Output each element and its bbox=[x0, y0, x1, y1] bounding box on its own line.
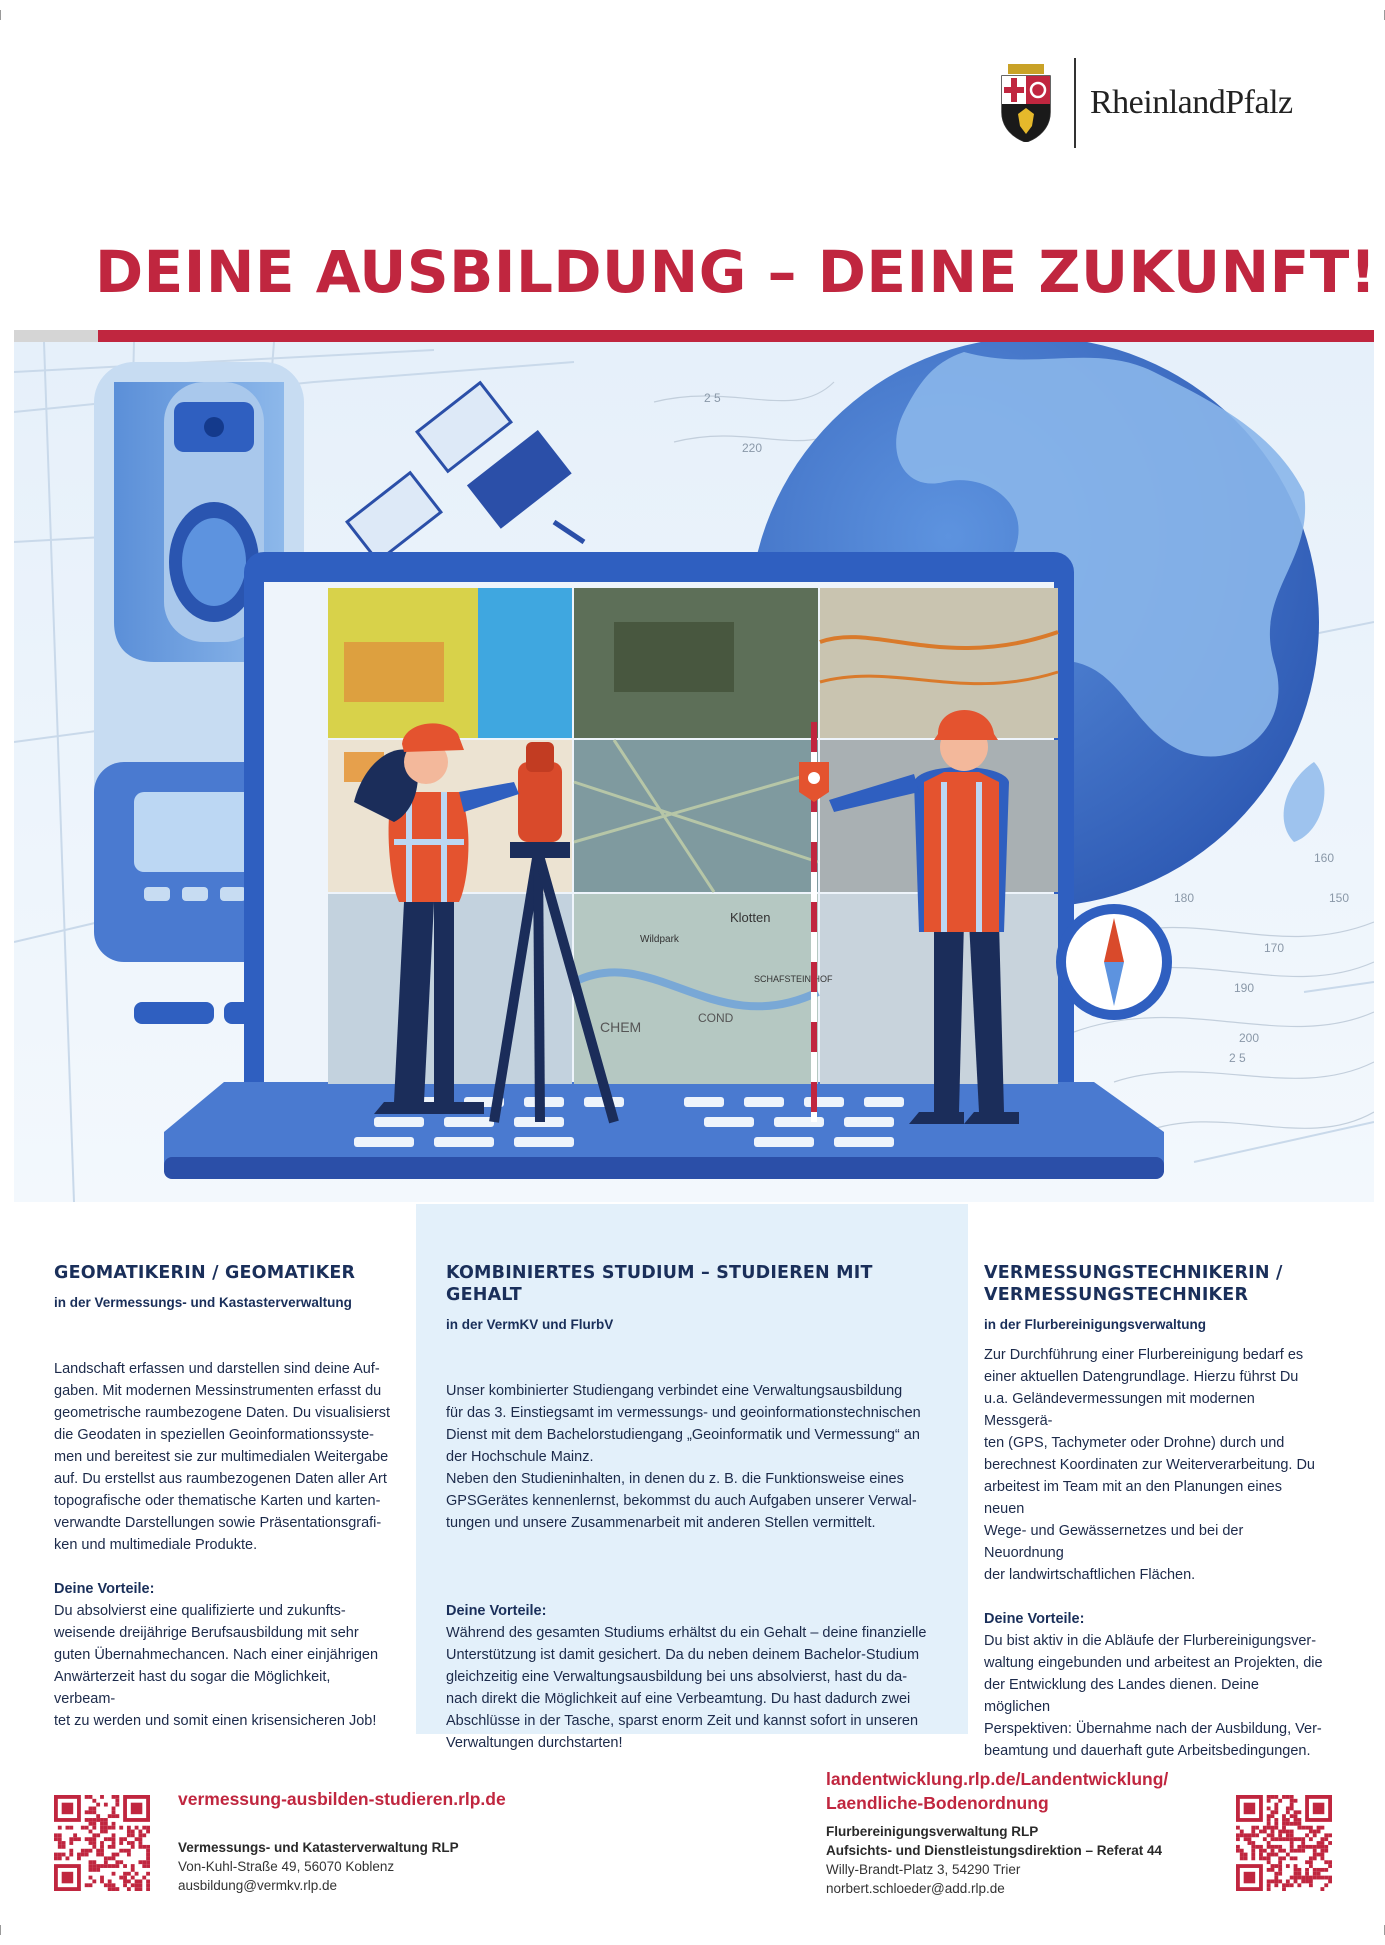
url-right-line1: landentwicklung.rlp.de/Landentwicklung/ bbox=[826, 1769, 1169, 1789]
col1-line: die Geodaten in speziellen Geoinformationssyste- bbox=[54, 1427, 374, 1443]
street-left: Von-Kuhl-Straße 49, 56070 Koblenz bbox=[178, 1859, 395, 1874]
col2-line: GPSGerätes kennenlernst, bekommst du auch Aufgaben unserer Verwal- bbox=[446, 1493, 917, 1509]
column-geomatiker bbox=[54, 1262, 394, 1732]
address-right bbox=[826, 1822, 1162, 1898]
col3-line: einer aktuellen Datengrundlage. Hierzu führst Du bbox=[984, 1369, 1299, 1385]
map-label-klotten: Klotten bbox=[730, 910, 771, 925]
col2-line: für das 3. Einstiegsamt im vermessungs- und geoinformationstechnischen bbox=[446, 1405, 921, 1421]
page-title: DEINE AUSBILDUNG – DEINE ZUKUNFT! bbox=[95, 238, 1377, 306]
logo-wordmark: RheinlandPfalz bbox=[1090, 84, 1293, 121]
email-right[interactable]: norbert.schloeder@add.rlp.de bbox=[826, 1881, 1005, 1896]
qr-code-right[interactable] bbox=[1236, 1795, 1332, 1891]
column-vermessungstechniker bbox=[984, 1262, 1324, 1762]
col1-line: auf. Du erstellst aus raumbezogenen Daten aller Art bbox=[54, 1471, 387, 1487]
col1-line: verwandte Darstellungen sowie Präsentationsgrafi- bbox=[54, 1515, 382, 1531]
link-vermessung-url[interactable]: vermessung-ausbilden-studieren.rlp.de bbox=[178, 1789, 506, 1809]
col1-line: ken und multimediale Produkte. bbox=[54, 1537, 258, 1553]
col1-line: gaben. Mit modernen Messinstrumenten erfasst du bbox=[54, 1383, 382, 1399]
col3-subtitle: in der Flurbereinigungsverwaltung bbox=[984, 1317, 1207, 1332]
col2-benefit-line: nach direkt die Möglichkeit auf eine Verbeamtung. Du hast dadurch zwei bbox=[446, 1691, 911, 1707]
col3-line: Zur Durchführung einer Flurbereinigung bedarf es bbox=[984, 1347, 1304, 1363]
col2-line: Neben den Studieninhalten, in denen du z. B. die Funktionsweise eines bbox=[446, 1471, 904, 1487]
col3-benefits-title: Deine Vorteile: bbox=[984, 1611, 1085, 1627]
rlp-logo bbox=[1000, 58, 1293, 148]
col3-title-line2: VERMESSUNGSTECHNIKER bbox=[984, 1285, 1249, 1305]
contour-label: 2 5 bbox=[1229, 1051, 1246, 1065]
contour-label: 2 5 bbox=[704, 391, 721, 405]
address-left bbox=[178, 1838, 459, 1895]
col1-benefit-line: tet zu werden und somit einen krisensicheren Job! bbox=[54, 1713, 377, 1729]
col1-line: Landschaft erfassen und darstellen sind deine Auf- bbox=[54, 1361, 380, 1377]
title-rule-grey bbox=[14, 330, 98, 342]
map-label-chem: CHEM bbox=[600, 1019, 642, 1035]
contour-label: 150 bbox=[1329, 891, 1350, 905]
url-right-line2: Laendliche-Bodenordnung bbox=[826, 1793, 1049, 1813]
map-label-cond: COND bbox=[698, 1011, 734, 1025]
col1-benefits-title: Deine Vorteile: bbox=[54, 1581, 155, 1597]
col3-benefit-line: Perspektiven: Übernahme nach der Ausbildung, Ver- bbox=[984, 1721, 1322, 1737]
col3-line: Wege- und Gewässernetzes und bei der Neuordnung bbox=[984, 1523, 1244, 1561]
col2-benefit-line: Unterstützung ist damit gesichert. Da du neben deinem Bachelor-Studium bbox=[446, 1647, 920, 1663]
email-left[interactable]: ausbildung@vermkv.rlp.de bbox=[178, 1878, 338, 1893]
contour-label: 180 bbox=[1174, 891, 1195, 905]
col2-line: Dienst mit dem Bachelorstudiengang „Geoinformatik und Vermessung“ an bbox=[446, 1427, 920, 1443]
crop-mark bbox=[0, 1925, 1, 1935]
col3-line: arbeitest im Team mit an den Planungen eines neuen bbox=[984, 1479, 1282, 1517]
org-left: Vermessungs- und Katasterverwaltung RLP bbox=[178, 1840, 459, 1855]
col3-line: u.a. Geländevermessungen mit modernen Messgerä- bbox=[984, 1391, 1255, 1429]
col1-subtitle: in der Vermessungs- und Kastasterverwaltung bbox=[54, 1295, 352, 1310]
crop-mark bbox=[0, 10, 1, 20]
col2-benefit-line: Verwaltungen durchstarten! bbox=[446, 1735, 623, 1751]
link-landentwicklung-url[interactable] bbox=[826, 1767, 1168, 1815]
col3-benefit-line: der Entwicklung des Landes dienen. Deine möglichen bbox=[984, 1677, 1259, 1715]
compass-icon bbox=[1056, 904, 1172, 1020]
coat-of-arms-icon bbox=[1000, 64, 1052, 142]
qr-code-left[interactable] bbox=[54, 1795, 150, 1891]
col2-line: Unser kombinierter Studiengang verbindet eine Verwaltungsausbildung bbox=[446, 1383, 903, 1399]
col1-line: men und bereitest sie zur multimedialen Weitergabe bbox=[54, 1449, 389, 1465]
col3-benefit-line: Du bist aktiv in die Abläufe der Flurbereinigungsver- bbox=[984, 1633, 1317, 1649]
contour-label: 170 bbox=[1264, 941, 1285, 955]
col1-line: geometrische raumbezogene Daten. Du visualisierst bbox=[54, 1405, 391, 1421]
col2-title: KOMBINIERTES STUDIUM – STUDIEREN MIT GEHALT bbox=[446, 1263, 873, 1305]
col1-benefit-line: Anwärterzeit hast du sogar die Möglichkeit, verbeam- bbox=[54, 1669, 331, 1707]
column-kombiniertes-studium bbox=[446, 1262, 946, 1754]
col3-line: ten (GPS, Tachymeter oder Drohne) durch und bbox=[984, 1435, 1285, 1451]
col3-benefit-line: waltung eingebunden und arbeitest an Projekten, die bbox=[984, 1655, 1323, 1671]
col2-line: der Hochschule Mainz. bbox=[446, 1449, 594, 1465]
street-right: Willy-Brandt-Platz 3, 54290 Trier bbox=[826, 1862, 1021, 1877]
map-label-wildpark: Wildpark bbox=[640, 934, 679, 945]
contour-label: 190 bbox=[1234, 981, 1255, 995]
contour-label: 200 bbox=[1239, 1031, 1260, 1045]
col3-line: berechnest Koordinaten zur Weiterverarbeitung. Du bbox=[984, 1457, 1316, 1473]
col1-title: GEOMATIKERIN / GEOMATIKER bbox=[54, 1263, 356, 1283]
hero-illustration bbox=[14, 342, 1374, 1202]
col3-benefit-line: beamtung und dauerhaft gute Arbeitsbedingungen. bbox=[984, 1743, 1311, 1759]
col3-line: der landwirtschaftlichen Flächen. bbox=[984, 1567, 1196, 1583]
contour-label: 220 bbox=[742, 441, 763, 455]
col3-title-line1: VERMESSUNGSTECHNIKERIN / bbox=[984, 1263, 1283, 1283]
col2-benefit-line: gleichzeitig eine Verwaltungsausbildung bei uns absolvierst, hast du da- bbox=[446, 1669, 908, 1685]
col2-line: tungen und unsere Zusammenarbeit mit anderen Stellen vermittelt. bbox=[446, 1515, 876, 1531]
col1-benefit-line: guten Übernahmechancen. Nach einer einjährigen bbox=[54, 1647, 379, 1663]
col1-benefit-line: weisende dreijährige Berufsausbildung mit sehr bbox=[54, 1625, 359, 1641]
col1-benefit-line: Du absolvierst eine qualifizierte und zukunfts- bbox=[54, 1603, 346, 1619]
org-right-line1: Flurbereinigungsverwaltung RLP bbox=[826, 1824, 1039, 1839]
col2-subtitle: in der VermKV und FlurbV bbox=[446, 1317, 614, 1332]
col2-benefit-line: Abschlüsse in der Tasche, sparst enorm Zeit und kannst sofort in unseren bbox=[446, 1713, 919, 1729]
col2-benefit-line: Während des gesamten Studiums erhältst du ein Gehalt – deine finanzielle bbox=[446, 1625, 927, 1641]
col1-line: topografische oder thematische Karten und karten- bbox=[54, 1493, 381, 1509]
col2-benefits-title: Deine Vorteile: bbox=[446, 1603, 547, 1619]
contour-label: 160 bbox=[1314, 851, 1335, 865]
logo-divider bbox=[1074, 58, 1076, 148]
title-rule-red bbox=[98, 330, 1374, 342]
map-label-schafstein: SCHAFSTEIN HOF bbox=[754, 974, 833, 984]
org-right-line2: Aufsichts- und Dienstleistungsdirektion – Referat 44 bbox=[826, 1843, 1163, 1858]
